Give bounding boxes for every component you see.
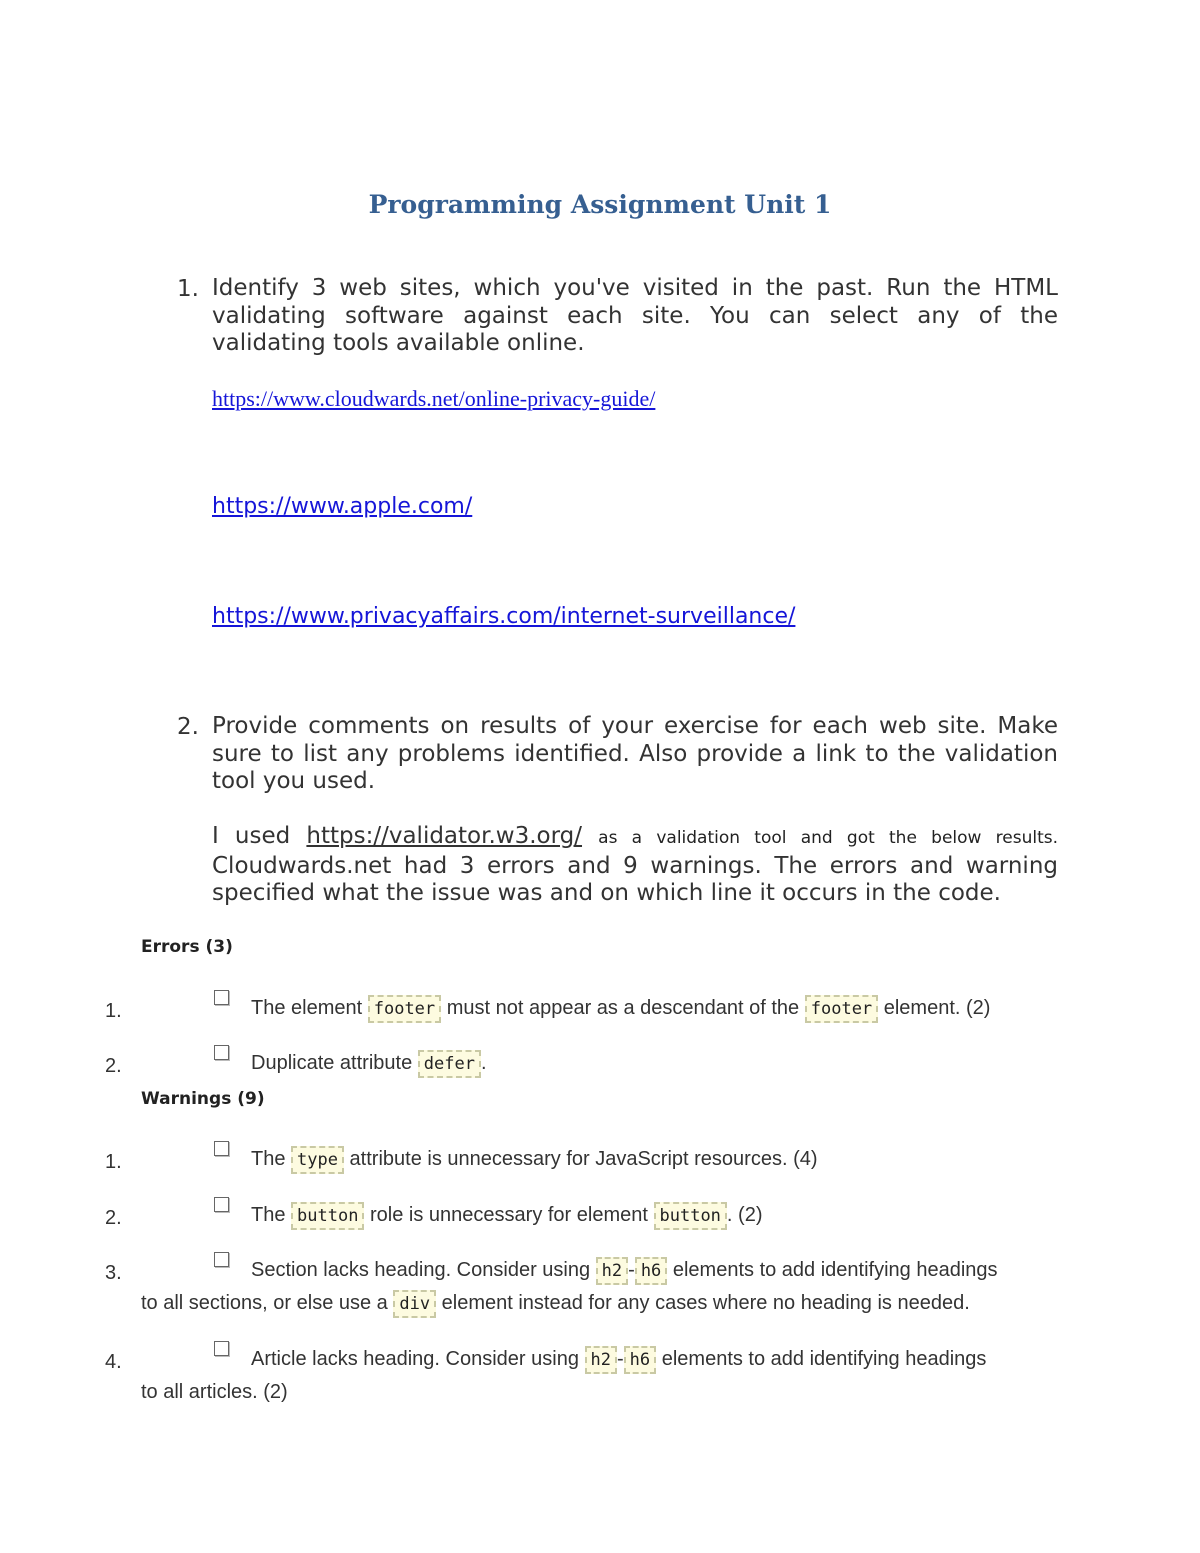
question-1-body: Identify 3 web sites, which you've visited in the past. Run the HTML validating software against each site. You can select any of the validating tools available online. <box>212 275 1058 356</box>
warning-4-line-2: to all articles. (2) <box>141 1381 288 1403</box>
link-cloudwards[interactable]: https://www.cloudwards.net/online-privacy-guide/ <box>212 386 656 411</box>
errors-heading: Errors (3) <box>141 937 233 957</box>
checkbox-icon <box>214 990 229 1005</box>
question-2-number: 2. <box>177 714 199 740</box>
error-2-number: 2. <box>105 1055 122 1077</box>
link-apple[interactable]: https://www.apple.com/ <box>212 494 473 519</box>
link-privacyaffairs[interactable]: https://www.privacyaffairs.com/internet-surveillance/ <box>212 604 796 629</box>
warning-4-code-1: h2 <box>585 1346 617 1374</box>
error-2-part-2: . <box>480 1052 487 1074</box>
warning-3-code-2: h6 <box>635 1257 667 1285</box>
warning-2-number: 2. <box>105 1207 122 1229</box>
warning-4-code-2: h6 <box>624 1346 656 1374</box>
warning-4-part-2: elements to add identifying headings <box>661 1348 987 1370</box>
page-title: Programming Assignment Unit 1 <box>368 190 832 219</box>
warning-3-code-1: h2 <box>596 1257 628 1285</box>
error-2-text <box>251 1052 487 1075</box>
question-2-answer <box>212 823 1058 908</box>
answer-rest: Cloudwards.net had 3 errors and 9 warnings. The errors and warning specified what the issue was and on which line it occurs in the code. <box>212 852 1058 906</box>
checkbox-icon <box>214 1341 229 1356</box>
question-1-number: 1. <box>177 276 199 302</box>
warning-2-part-2: role is unnecessary for element <box>370 1204 648 1226</box>
warning-4-separator: - <box>617 1348 624 1370</box>
error-1-text <box>251 997 990 1020</box>
error-2-part-1: Duplicate attribute <box>251 1052 413 1074</box>
warning-4-part-1: Article lacks heading. Consider using <box>251 1348 579 1370</box>
warning-1-part-2: attribute is unnecessary for JavaScript resources. (4) <box>349 1148 818 1170</box>
checkbox-icon <box>214 1197 229 1212</box>
error-1-code-1: footer <box>368 995 441 1023</box>
answer-small-text: as a validation tool and got the below results. <box>598 828 1059 848</box>
error-1-code-2: footer <box>805 995 878 1023</box>
checkbox-icon <box>214 1252 229 1267</box>
warning-3-part-1: Section lacks heading. Consider using <box>251 1259 591 1281</box>
warnings-heading: Warnings (9) <box>141 1089 265 1109</box>
warning-3-line-1 <box>251 1259 998 1282</box>
question-1-text <box>212 275 1058 358</box>
warning-2-code-2: button <box>654 1202 727 1230</box>
warning-1-text <box>251 1148 818 1171</box>
error-2-code-1: defer <box>418 1050 481 1078</box>
answer-line-1 <box>212 823 1058 853</box>
question-2-text <box>212 713 1058 796</box>
warning-3-separator: - <box>628 1259 635 1281</box>
error-1-part-3: element. (2) <box>883 997 991 1019</box>
warning-1-number: 1. <box>105 1151 122 1173</box>
warning-2-part-1: The <box>251 1204 286 1226</box>
warning-1-code-1: type <box>291 1146 344 1174</box>
warning-4-number: 4. <box>105 1351 122 1373</box>
warning-3-part-2: elements to add identifying headings <box>672 1259 998 1281</box>
warning-3-code-3: div <box>393 1290 436 1318</box>
warning-3-line-2 <box>141 1292 970 1315</box>
warning-2-code-1: button <box>291 1202 364 1230</box>
link-validator[interactable]: https://validator.w3.org/ <box>306 823 583 849</box>
warning-3-part-3: to all sections, or else use a <box>141 1292 388 1314</box>
warning-3-part-4: element instead for any cases where no heading is needed. <box>441 1292 970 1314</box>
warning-3-number: 3. <box>105 1262 122 1284</box>
error-1-part-1: The element <box>251 997 363 1019</box>
warning-2-text <box>251 1204 762 1227</box>
checkbox-icon <box>214 1141 229 1156</box>
warning-1-part-1: The <box>251 1148 286 1170</box>
checkbox-icon <box>214 1045 229 1060</box>
error-1-number: 1. <box>105 1000 122 1022</box>
error-1-part-2: must not appear as a descendant of the <box>446 997 800 1019</box>
question-2-body: Provide comments on results of your exercise for each web site. Make sure to list any problems identified. Also provide a link to the validation tool you used. <box>212 713 1058 794</box>
warning-2-part-3: . (2) <box>726 1204 763 1226</box>
answer-prefix: I used <box>212 823 291 849</box>
warning-4-line-1 <box>251 1348 986 1371</box>
